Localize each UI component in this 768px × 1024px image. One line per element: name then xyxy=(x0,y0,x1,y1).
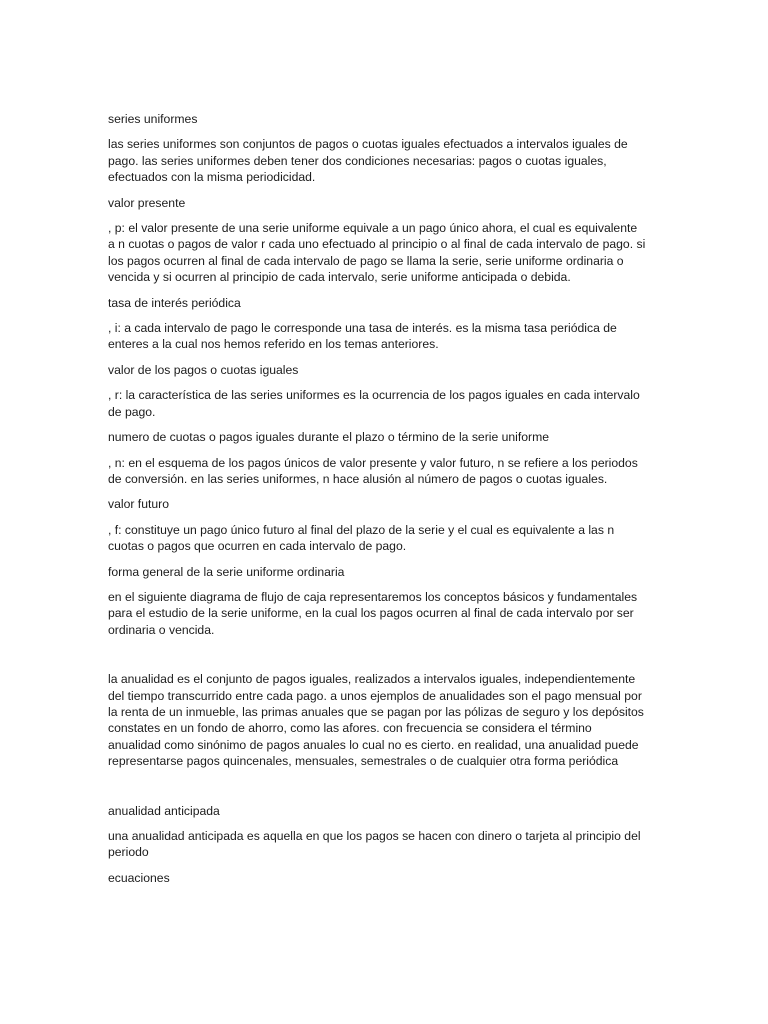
paragraph: , p: el valor presente de una serie uniforme equivale a un pago único ahora, el cual es equivalente a n cuotas o pagos de valor r cada uno efectuado al principio o al final de cada intervalo de pago. si los pagos ocurren al final de cada intervalo de pago se llama la serie, serie uniforme ordinaria o vencida y si ocurren al principio de cada intervalo, serie uniforme anticipada o debida. xyxy=(108,221,646,285)
paragraph: una anualidad anticipada es aquella en que los pagos se hacen con dinero o tarjeta al principio del periodo xyxy=(108,829,641,860)
document-body xyxy=(108,111,668,886)
section-heading: anualidad anticipada xyxy=(108,803,220,818)
paragraph: , n: en el esquema de los pagos únicos de valor presente y valor futuro, n se refiere a los periodos de conversión. en las series uniformes, n hace alusión al número de pagos o cuotas iguales. xyxy=(108,455,638,486)
section-heading: valor de los pagos o cuotas iguales xyxy=(108,362,299,377)
section-heading: tasa de interés periódica xyxy=(108,295,241,310)
section-heading: forma general de la serie uniforme ordinaria xyxy=(108,564,345,579)
paragraph: , i: a cada intervalo de pago le corresponde una tasa de interés. es la misma tasa periódica de enteres a la cual nos hemos referido en los temas anteriores. xyxy=(108,321,617,352)
paragraph: las series uniformes son conjuntos de pagos o cuotas iguales efectuados a intervalos iguales de pago. las series uniformes deben tener dos condiciones necesarias: pagos o cuotas iguales, efectuados con la misma periodicidad. xyxy=(108,137,628,185)
paragraph: en el siguiente diagrama de flujo de caja representaremos los conceptos básicos y fundamentales para el estudio de la serie uniforme, en la cual los pagos ocurren al final de cada intervalo por ser ordinaria o vencida. xyxy=(108,589,638,637)
section-heading: ecuaciones xyxy=(108,870,170,885)
paragraph: , f: constituye un pago único futuro al final del plazo de la serie y el cual es equivalente a las n cuotas o pagos que ocurren en cada intervalo de pago. xyxy=(108,522,615,554)
section-heading: numero de cuotas o pagos iguales durante el plazo o término de la serie uniforme xyxy=(108,430,550,445)
section-heading: valor presente xyxy=(108,195,186,210)
section-heading: valor futuro xyxy=(108,497,169,512)
section-heading: series uniformes xyxy=(108,112,198,126)
paragraph: , r: la característica de las series uniformes es la ocurrencia de los pagos iguales en cada intervalo de pago. xyxy=(108,388,640,419)
paragraph: la anualidad es el conjunto de pagos iguales, realizados a intervalos iguales, independientemente del tiempo transcurrido entre cada pago. a unos ejemplos de anualidades son el pago mensual por la renta de un inmueble, las primas anuales que se pagan por las pólizas de seguro y los depósitos constates en un fondo de ahorro, como las afores. con frecuencia se considera el término anualidad como sinónimo de pagos anuales lo cual no es cierto. en realidad, una anualidad puede representarse pagos quincenales, mensuales, semestrales o de cualquier otra forma periódica xyxy=(108,672,644,769)
